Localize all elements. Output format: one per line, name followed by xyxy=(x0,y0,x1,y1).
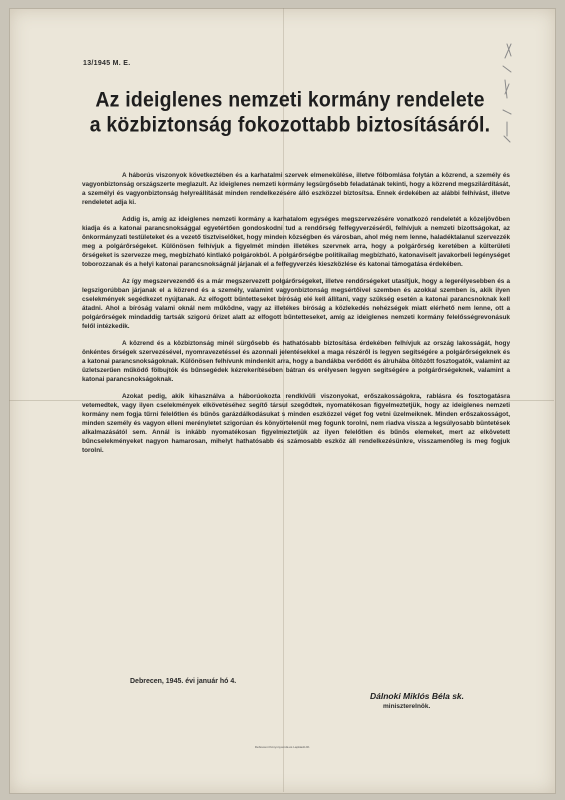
document-title xyxy=(80,88,500,139)
printer-note: Debreceni Könyvnyomda és Lapkiadó Rt. xyxy=(254,745,311,749)
paragraph: Azokat pedig, akik kihasználva a háborúokozta rendkívüli viszonyokat, erőszakosságokra, rablásra és fosztogatásra vetemedtek, vagy ilyen cselekmények elkövetéséhez segítő társul szegődtek, nyomatékosan figyelmeztetjük, hogy az ideiglenes nemzeti kormány nem fogja tűrni felelőtlen és bűnös garázdálkodásukat s minden eszközzel véget fog vetni üzelmeiknek. Minden erőszakosságot, minden személy és vagyon elleni merényletet szigorúan és könyörtelenül meg fogunk torolni, nem riadva vissza a legsúlyosabb büntetések alkalmazásától sem. Annál is inkább nyomatékosan figyelmeztetjük az ilyen felelőtlen és bűnös elemeket, mert az elkövetett bűncselekményeket nagyon hamarosan, mihelyt hathatósabb és számosabb eszköz áll rendelkezésünkre, visszamenőleg is meg fogjuk torolni. xyxy=(82,393,510,454)
document-body xyxy=(82,171,510,463)
place-date: Debrecen, 1945. évi január hó 4. xyxy=(130,678,237,685)
reference-number: 13/1945 M. E. xyxy=(83,60,131,67)
paragraph: Az így megszervezendő és a már megszervezett polgárőrségeket, illetve rendőrségeket utasítjuk, hogy a legerélyesebben és a legszigorúbban járjanak el a közrend és a személy, valamint vagyonbiztonság megsértőivel szemben és azokkal szemben is, akik ilyen cselekmények segédkezet nyújtanak. Az elfogott bűntetteseket bíróság elé kell állítani, vagy szükség esetén a katonai parancsnoknak kell átadni. Ahol a bíróság valami oknál nem működne, vagy az illetékes bíróság a közlekedés nehézségek miatt elérhető nem lenne, ott a polgárőrségek mindaddig tartsák szigorú őrizet alatt az elfogott bűntetteseket, amíg az ideiglenes nemzeti kormány felelősségrevonásuk felől intézkedik. xyxy=(82,278,510,330)
paragraph: Addig is, amíg az ideiglenes nemzeti kormány a karhatalom egységes megszervezésére vonatkozó rendeletét a közeljövőben kiadja és a katonai parancsnoksággal egyetértően gondoskodni tud a rendőrség felfegyverzéséről, felhívjuk a nemzeti bizottságokat, az önkormányzati testületeket és a vezető tisztviselőket, hogy minden községben és városban, ahol még nem lenne, haladéktalanul szervezzék meg a polgárőrségeket. Különösen felhívjuk a figyelmét minden illetékes szervnek arra, hogy a polgárőrség keretében a külterületi őrségeket is szervezze meg, megbízható kintlakó polgárokból. A polgárőrségbe politikailag megbízható, katonaviselt javakorbeli legénységet toborozzanak és a helyi katonai parancsnokságnál járjanak el a felfegyverzés kieszközlése és katonai támogatása érdekében. xyxy=(82,216,510,268)
title-line-1: Az ideiglenes nemzeti kormány rendelete xyxy=(95,87,485,112)
paragraph: A közrend és a közbiztonság minél sürgősebb és hathatósabb biztosítása érdekében felhívjuk az ország lakosságát, hogy önkéntes őrségek szervezésével, nyomravezetéssel és azonnali jelentésekkel a maga részéről is legyen segítségére a polgárőrségeknek és a katonai parancsnokságoknak. Különösen felhívunk mindenkit arra, hogy a bandákba verődött és álruhába öltözött fosztogatók, valamint az üzletszerűen működő fölbujtók és bűnsegédek kézrekerítésében bátran és erélyesen legyen segítségére a polgárőrségeknek, valamint a katonai parancsnokságoknak. xyxy=(82,340,510,383)
signature-role: miniszterelnök. xyxy=(383,703,431,710)
paragraph: A háborús viszonyok következtében és a karhatalmi szervek elmenekülése, illetve fölbomlása folytán a közrend, a személy és vagyonbiztonság országszerte meglazult. Az ideiglenes nemzeti kormány legsürgősebb feladatának tekinti, hogy a közrend megszilárdítását, a személyi és vagyonbiztonság helyreállítását minden rendelkezésére álló eszközzel biztosítsa. Ennek érdekében az alábbi felhívást, illetve rendeletet adja ki. xyxy=(82,172,510,206)
title-line-2: a közbiztonság fokozottabb biztosításáról. xyxy=(89,113,491,138)
signature: Dálnoki Miklós Béla sk. xyxy=(370,691,465,701)
